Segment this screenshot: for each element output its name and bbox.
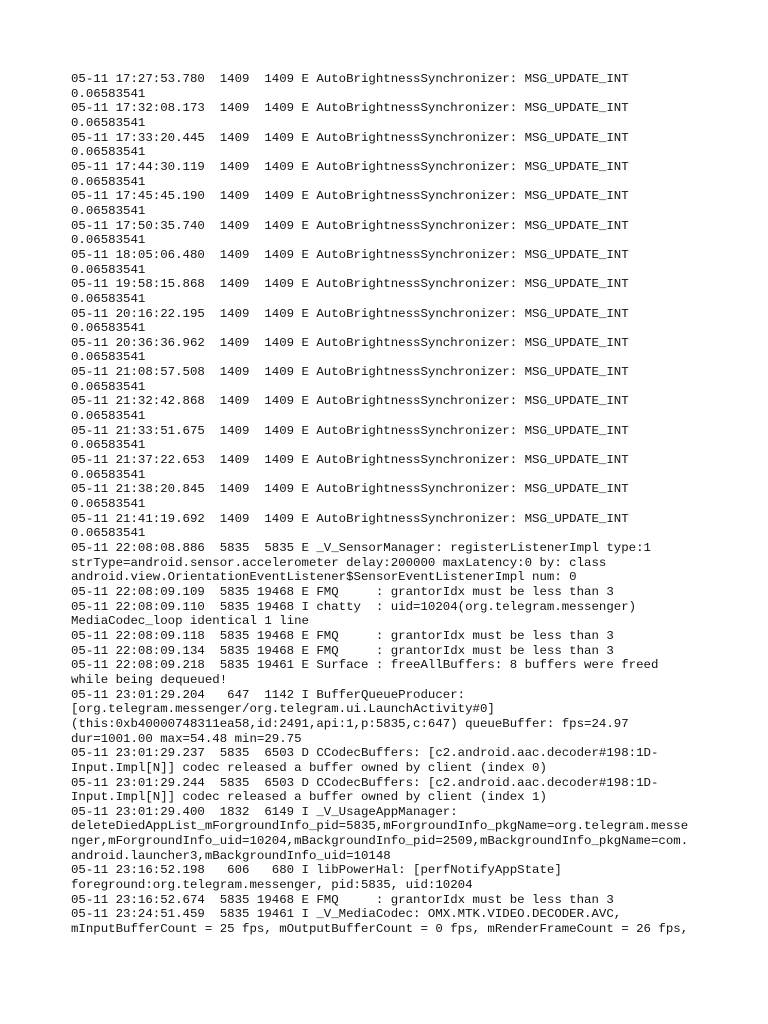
log-line: foreground:org.telegram.messenger, pid:5835, uid:10204 bbox=[71, 878, 473, 893]
log-line: 05-11 21:41:19.692 1409 1409 E AutoBrightnessSynchronizer: MSG_UPDATE_INT bbox=[71, 511, 629, 526]
log-line: 05-11 22:08:09.109 5835 19468 E FMQ : grantorIdx must be less than 3 bbox=[71, 584, 614, 599]
log-line: deleteDiedAppList_mForgroundInfo_pid=5835,mForgroundInfo_pkgName=org.telegram.messe bbox=[71, 819, 689, 834]
log-line: 0.06583541 bbox=[71, 438, 146, 453]
log-line: 05-11 23:01:29.400 1832 6149 I _V_UsageAppManager: bbox=[71, 804, 458, 819]
log-line: 05-11 22:08:09.134 5835 19468 E FMQ : grantorIdx must be less than 3 bbox=[71, 643, 614, 658]
log-line: 0.06583541 bbox=[71, 526, 146, 541]
log-line: 05-11 22:08:09.110 5835 19468 I chatty : uid=10204(org.telegram.messenger) bbox=[71, 599, 637, 614]
log-line: 05-11 23:01:29.237 5835 6503 D CCodecBuffers: [c2.android.aac.decoder#198:1D- bbox=[71, 746, 659, 761]
log-line: 05-11 21:38:20.845 1409 1409 E AutoBrightnessSynchronizer: MSG_UPDATE_INT bbox=[71, 482, 629, 497]
log-document bbox=[71, 72, 711, 937]
log-line: 05-11 17:44:30.119 1409 1409 E AutoBrightnessSynchronizer: MSG_UPDATE_INT bbox=[71, 159, 629, 174]
log-line: dur=1001.00 max=54.48 min=29.75 bbox=[71, 731, 302, 746]
log-line: [org.telegram.messenger/org.telegram.ui.LaunchActivity#0] bbox=[71, 702, 495, 717]
log-line: 05-11 21:33:51.675 1409 1409 E AutoBrightnessSynchronizer: MSG_UPDATE_INT bbox=[71, 423, 629, 438]
log-line: 0.06583541 bbox=[71, 497, 146, 512]
log-line: 05-11 20:16:22.195 1409 1409 E AutoBrightnessSynchronizer: MSG_UPDATE_INT bbox=[71, 306, 629, 321]
log-line: 05-11 17:33:20.445 1409 1409 E AutoBrightnessSynchronizer: MSG_UPDATE_INT bbox=[71, 130, 629, 145]
log-line: 05-11 23:01:29.204 647 1142 I BufferQueueProducer: bbox=[71, 687, 466, 702]
log-line: 0.06583541 bbox=[71, 233, 146, 248]
log-line: 05-11 21:37:22.653 1409 1409 E AutoBrightnessSynchronizer: MSG_UPDATE_INT bbox=[71, 453, 629, 468]
log-line: mInputBufferCount = 25 fps, mOutputBufferCount = 0 fps, mRenderFrameCount = 26 fps, bbox=[71, 922, 689, 937]
log-line: 05-11 21:32:42.868 1409 1409 E AutoBrightnessSynchronizer: MSG_UPDATE_INT bbox=[71, 394, 629, 409]
log-line: 0.06583541 bbox=[71, 467, 146, 482]
log-line: MediaCodec_loop identical 1 line bbox=[71, 614, 309, 629]
log-line: 05-11 17:27:53.780 1409 1409 E AutoBrightnessSynchronizer: MSG_UPDATE_INT bbox=[71, 72, 629, 86]
log-line: 05-11 22:08:09.218 5835 19461 E Surface : freeAllBuffers: 8 buffers were freed bbox=[71, 658, 659, 673]
log-line: 0.06583541 bbox=[71, 350, 146, 365]
log-line: 0.06583541 bbox=[71, 262, 146, 277]
log-line: Input.Impl[N]] codec released a buffer owned by client (index 1) bbox=[71, 790, 547, 805]
log-line: 0.06583541 bbox=[71, 203, 146, 218]
log-line: 05-11 18:05:06.480 1409 1409 E AutoBrightnessSynchronizer: MSG_UPDATE_INT bbox=[71, 247, 629, 262]
log-line: 0.06583541 bbox=[71, 409, 146, 424]
log-line: 05-11 21:08:57.508 1409 1409 E AutoBrightnessSynchronizer: MSG_UPDATE_INT bbox=[71, 365, 629, 380]
log-line: strType=android.sensor.accelerometer delay:200000 maxLatency:0 by: class bbox=[71, 555, 607, 570]
log-line: nger,mForgroundInfo_uid=10204,mBackgroundInfo_pid=2509,mBackgroundInfo_pkgName=com. bbox=[71, 834, 689, 849]
log-line: 05-11 17:32:08.173 1409 1409 E AutoBrightnessSynchronizer: MSG_UPDATE_INT bbox=[71, 101, 629, 116]
log-line: 05-11 23:24:51.459 5835 19461 I _V_MediaCodec: OMX.MTK.VIDEO.DECODER.AVC, bbox=[71, 907, 622, 922]
log-line: android.launcher3,mBackgroundInfo_uid=10148 bbox=[71, 848, 391, 863]
log-line: while being dequeued! bbox=[71, 672, 228, 687]
log-line: 0.06583541 bbox=[71, 115, 146, 130]
log-line: 05-11 17:45:45.190 1409 1409 E AutoBrightnessSynchronizer: MSG_UPDATE_INT bbox=[71, 189, 629, 204]
log-line: 0.06583541 bbox=[71, 145, 146, 160]
log-line: 05-11 17:50:35.740 1409 1409 E AutoBrightnessSynchronizer: MSG_UPDATE_INT bbox=[71, 218, 629, 233]
log-line: 05-11 19:58:15.868 1409 1409 E AutoBrightnessSynchronizer: MSG_UPDATE_INT bbox=[71, 277, 629, 292]
log-line: 05-11 23:01:29.244 5835 6503 D CCodecBuffers: [c2.android.aac.decoder#198:1D- bbox=[71, 775, 659, 790]
log-line: Input.Impl[N]] codec released a buffer owned by client (index 0) bbox=[71, 760, 547, 775]
log-line: 05-11 20:36:36.962 1409 1409 E AutoBrightnessSynchronizer: MSG_UPDATE_INT bbox=[71, 335, 629, 350]
log-line: 0.06583541 bbox=[71, 291, 146, 306]
log-line: 05-11 23:16:52.198 606 680 I libPowerHal: [perfNotifyAppState] bbox=[71, 863, 562, 878]
log-line: 0.06583541 bbox=[71, 379, 146, 394]
log-line: (this:0xb40000748311ea58,id:2491,api:1,p:5835,c:647) queueBuffer: fps=24.97 bbox=[71, 716, 629, 731]
log-line: android.view.OrientationEventListener$SensorEventListenerImpl num: 0 bbox=[71, 570, 577, 585]
log-line: 05-11 23:16:52.674 5835 19468 E FMQ : grantorIdx must be less than 3 bbox=[71, 892, 614, 907]
log-line: 0.06583541 bbox=[71, 174, 146, 189]
log-line: 05-11 22:08:09.118 5835 19468 E FMQ : grantorIdx must be less than 3 bbox=[71, 628, 614, 643]
log-line: 0.06583541 bbox=[71, 86, 146, 101]
log-line: 0.06583541 bbox=[71, 321, 146, 336]
log-line: 05-11 22:08:08.886 5835 5835 E _V_SensorManager: registerListenerImpl type:1 bbox=[71, 541, 651, 555]
